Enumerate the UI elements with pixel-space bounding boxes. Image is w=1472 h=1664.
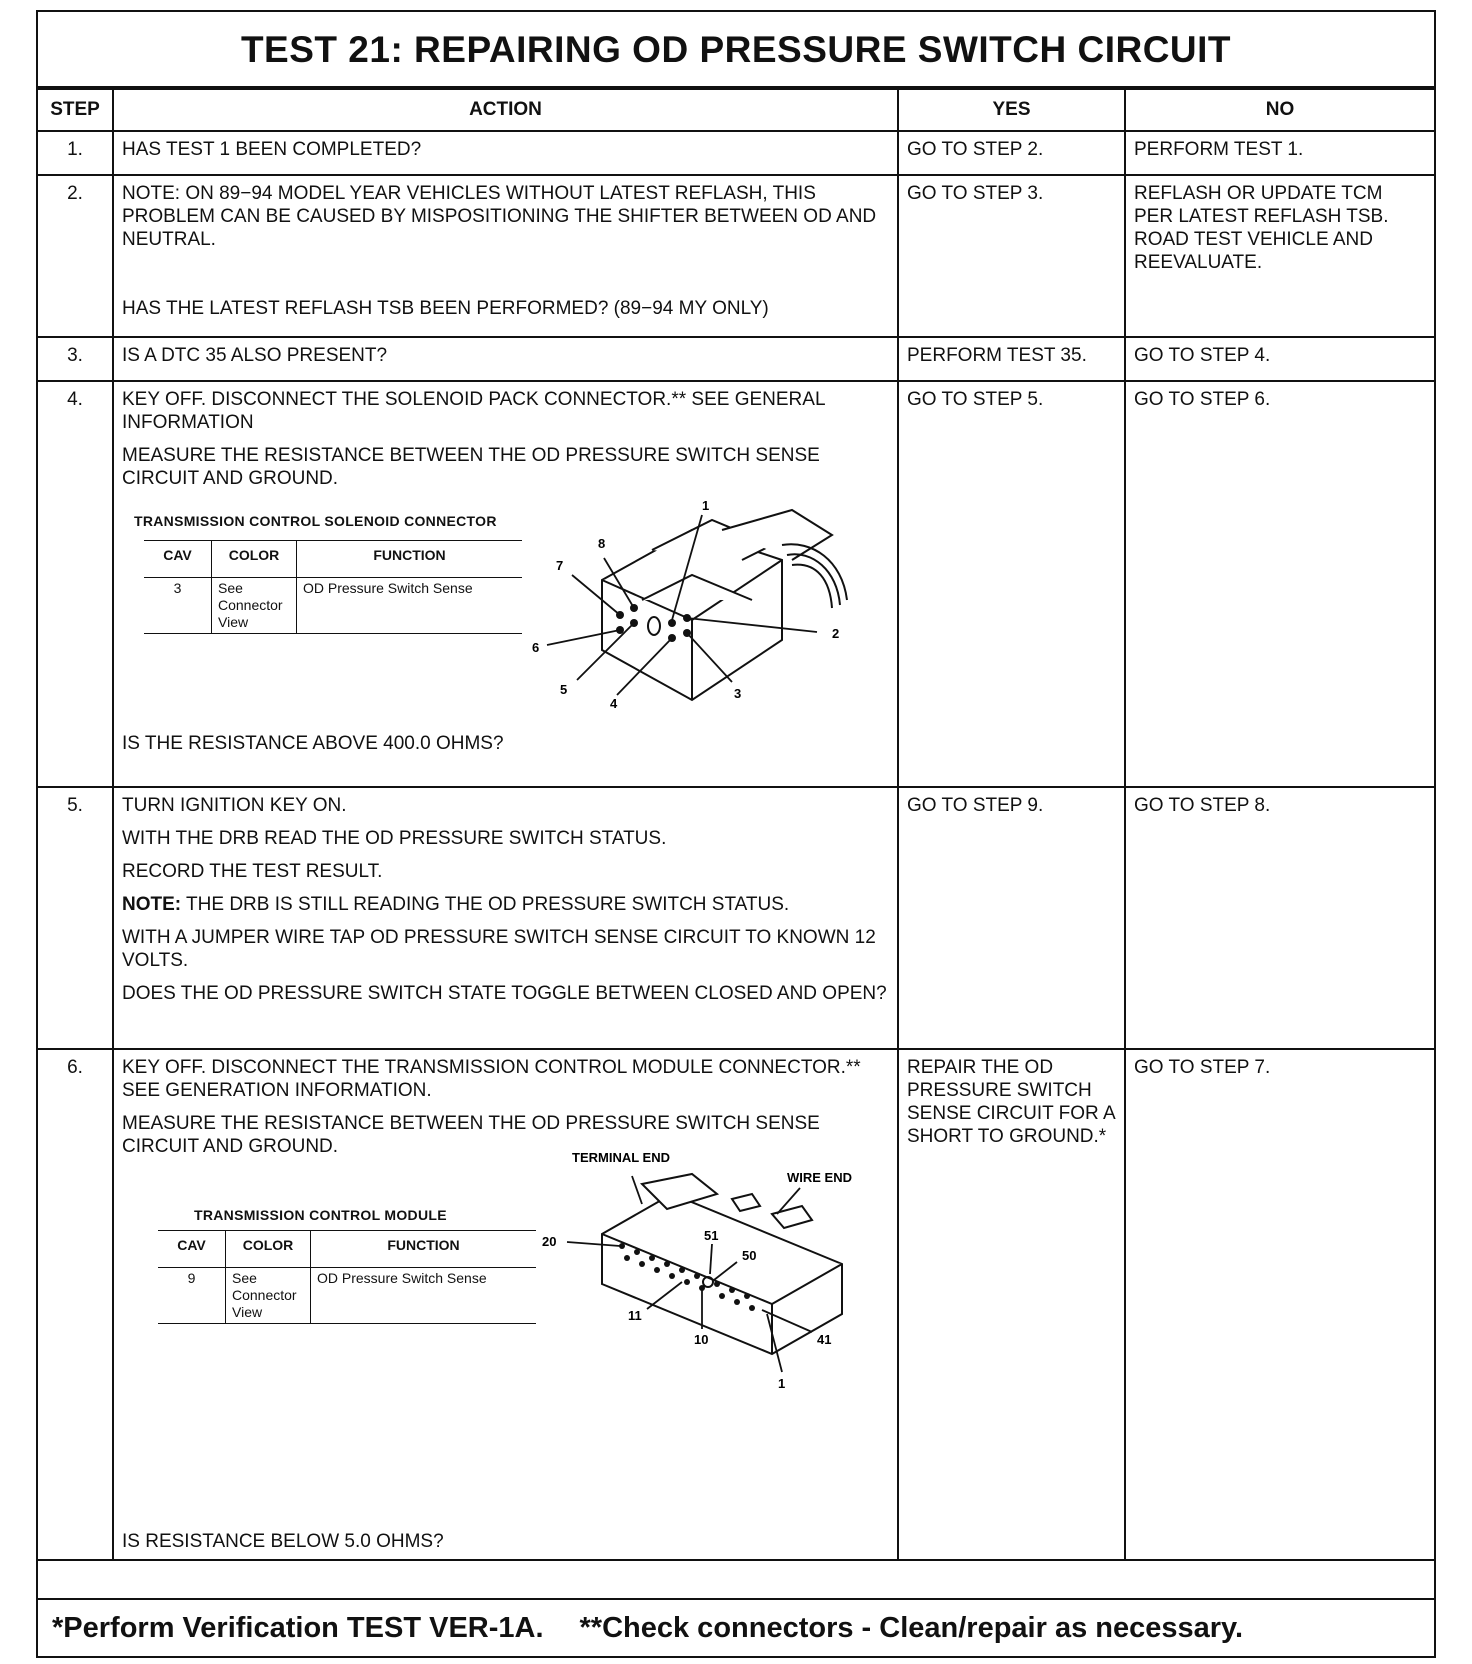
- connector-title: TRANSMISSION CONTROL MODULE: [194, 1207, 447, 1223]
- pin-row-bottom: [719, 1293, 725, 1299]
- header-no: NO: [1125, 89, 1434, 131]
- color-header: COLOR: [212, 541, 297, 578]
- action-text: MEASURE THE RESISTANCE BETWEEN THE OD PRESSURE SWITCH SENSE CIRCUIT AND GROUND.: [122, 445, 820, 489]
- wire-end-label: WIRE END: [787, 1170, 852, 1185]
- action-text: TURN IGNITION KEY ON.: [122, 795, 347, 816]
- pin-label: 3: [734, 686, 742, 701]
- cav-header: CAV: [144, 541, 212, 578]
- pin-label: 5: [560, 682, 568, 697]
- action-text: NOTE: ON 89−94 MODEL YEAR VEHICLES WITHOUT LATEST REFLASH, THIS PROBLEM CAN BE CAUSED BY MISPOSITIONING THE SHIFTER BETWEEN OD AND NEUTRAL.: [122, 183, 877, 250]
- color-value: See Connector View: [212, 578, 297, 634]
- color-value: See Connector View: [226, 1268, 311, 1324]
- header-step: STEP: [38, 89, 113, 131]
- no-cell: GO TO STEP 8.: [1125, 787, 1434, 1049]
- pin-row-top: [634, 1249, 640, 1255]
- action-text: KEY OFF. DISCONNECT THE TRANSMISSION CONTROL MODULE CONNECTOR.** SEE GENERATION INFORMATION.: [122, 1057, 861, 1101]
- footer-verification: *Perform Verification TEST VER-1A.: [52, 1612, 544, 1644]
- header-action: ACTION: [113, 89, 898, 131]
- pin-row-top: [744, 1293, 750, 1299]
- yes-cell: GO TO STEP 9.: [898, 787, 1125, 1049]
- action-cell: [113, 131, 898, 175]
- cavity-table: [158, 1230, 536, 1324]
- solenoid-connector-figure: [122, 500, 889, 732]
- no-cell: GO TO STEP 4.: [1125, 337, 1434, 381]
- no-cell: REFLASH OR UPDATE TCM PER LATEST REFLASH TSB. ROAD TEST VEHICLE AND REEVALUATE.: [1125, 175, 1434, 337]
- function-value: OD Pressure Switch Sense: [297, 578, 523, 634]
- step-number: 5.: [38, 787, 113, 1049]
- action-cell: [113, 1049, 898, 1560]
- tcm-connector-drawing: [542, 1150, 882, 1414]
- pin-row-top: [679, 1267, 685, 1273]
- function-value: OD Pressure Switch Sense: [311, 1268, 537, 1324]
- cav-value: 3: [144, 578, 212, 634]
- action-text: IS THE RESISTANCE ABOVE 400.0 OHMS?: [122, 733, 504, 754]
- action-text: HAS TEST 1 BEEN COMPLETED?: [122, 139, 422, 160]
- no-cell: GO TO STEP 6.: [1125, 381, 1434, 787]
- footer-connectors: **Check connectors - Clean/repair as necessary.: [579, 1612, 1244, 1644]
- action-text: IS A DTC 35 ALSO PRESENT?: [122, 345, 388, 366]
- yes-cell: GO TO STEP 3.: [898, 175, 1125, 337]
- solenoid-connector-drawing: [532, 490, 872, 722]
- terminal-end-label: TERMINAL END: [572, 1150, 670, 1165]
- cavity-table: [144, 540, 522, 634]
- color-header: COLOR: [226, 1231, 311, 1268]
- action-text: HAS THE LATEST REFLASH TSB BEEN PERFORMED? (89−94 MY ONLY): [122, 298, 769, 319]
- footer: [38, 1598, 1434, 1656]
- action-text: KEY OFF. DISCONNECT THE SOLENOID PACK CONNECTOR.** SEE GENERAL INFORMATION: [122, 389, 825, 433]
- action-text: MEASURE THE RESISTANCE BETWEEN THE OD PRESSURE SWITCH SENSE CIRCUIT AND GROUND.: [122, 1113, 820, 1157]
- page-title: TEST 21: REPAIRING OD PRESSURE SWITCH CIRCUIT: [38, 12, 1434, 88]
- pin-row-bottom: [734, 1299, 740, 1305]
- pin-row-bottom: [624, 1255, 630, 1261]
- pin-label: 51: [704, 1228, 719, 1243]
- action-cell: [113, 175, 898, 337]
- pin-label: 10: [694, 1332, 709, 1347]
- action-cell: [113, 381, 898, 787]
- pin-row-bottom: [749, 1305, 755, 1311]
- pin-label: 50: [742, 1248, 757, 1263]
- pin-row-top: [714, 1281, 720, 1287]
- yes-cell: GO TO STEP 2.: [898, 131, 1125, 175]
- pin-label: 20: [542, 1234, 557, 1249]
- pin-dot: [668, 619, 676, 627]
- yes-cell: PERFORM TEST 35.: [898, 337, 1125, 381]
- pin-label: 2: [832, 626, 840, 641]
- pin-label: 6: [532, 640, 540, 655]
- cav-header: CAV: [158, 1231, 226, 1268]
- function-header: FUNCTION: [297, 541, 523, 578]
- test-sheet: [36, 10, 1436, 1658]
- action-text: WITH THE DRB READ THE OD PRESSURE SWITCH STATUS.: [122, 828, 667, 849]
- action-cell: [113, 787, 898, 1049]
- no-cell: GO TO STEP 7.: [1125, 1049, 1434, 1560]
- table-row: [38, 175, 1434, 337]
- yes-cell: GO TO STEP 5.: [898, 381, 1125, 787]
- action-text: WITH A JUMPER WIRE TAP OD PRESSURE SWITCH SENSE CIRCUIT TO KNOWN 12 VOLTS.: [122, 927, 876, 971]
- table-row: [38, 381, 1434, 787]
- pin-label: 8: [598, 536, 606, 551]
- table-row: [38, 131, 1434, 175]
- action-text: THE DRB IS STILL READING THE OD PRESSURE SWITCH STATUS.: [186, 894, 790, 915]
- no-cell: PERFORM TEST 1.: [1125, 131, 1434, 175]
- pin-row-bottom: [669, 1273, 675, 1279]
- pin-row-top: [729, 1287, 735, 1293]
- action-cell: [113, 337, 898, 381]
- yes-cell: REPAIR THE OD PRESSURE SWITCH SENSE CIRCUIT FOR A SHORT TO GROUND.*: [898, 1049, 1125, 1560]
- pin-label: 11: [628, 1308, 642, 1323]
- action-note: [122, 893, 889, 916]
- pin-row-bottom: [684, 1279, 690, 1285]
- pin-row-bottom: [654, 1267, 660, 1273]
- action-text: RECORD THE TEST RESULT.: [122, 861, 383, 882]
- pin-row-bottom: [639, 1261, 645, 1267]
- pin-label: 7: [556, 558, 564, 573]
- pin-row-top: [649, 1255, 655, 1261]
- cav-value: 9: [158, 1268, 226, 1324]
- step-number: 2.: [38, 175, 113, 337]
- header-row: [38, 89, 1434, 131]
- table-row: [38, 337, 1434, 381]
- pin-label: 4: [610, 696, 618, 711]
- step-number: 6.: [38, 1049, 113, 1560]
- table-row: [38, 787, 1434, 1049]
- function-header: FUNCTION: [311, 1231, 537, 1268]
- pin-label: 1: [702, 498, 710, 513]
- table-row: [38, 1049, 1434, 1560]
- action-text: IS RESISTANCE BELOW 5.0 OHMS?: [122, 1531, 444, 1552]
- step-number: 4.: [38, 381, 113, 787]
- pin-label: 41: [817, 1332, 832, 1347]
- header-yes: YES: [898, 89, 1125, 131]
- step-number: 1.: [38, 131, 113, 175]
- connector-title: TRANSMISSION CONTROL SOLENOID CONNECTOR: [134, 513, 497, 529]
- pin-row-top: [694, 1273, 700, 1279]
- pin-label: 1: [778, 1376, 786, 1391]
- note-label: NOTE:: [122, 894, 182, 915]
- pin-row-top: [664, 1261, 670, 1267]
- step-number: 3.: [38, 337, 113, 381]
- tcm-connector-figure: [122, 1150, 889, 1530]
- action-text: DOES THE OD PRESSURE SWITCH STATE TOGGLE BETWEEN CLOSED AND OPEN?: [122, 983, 887, 1004]
- test-table: [38, 88, 1434, 1561]
